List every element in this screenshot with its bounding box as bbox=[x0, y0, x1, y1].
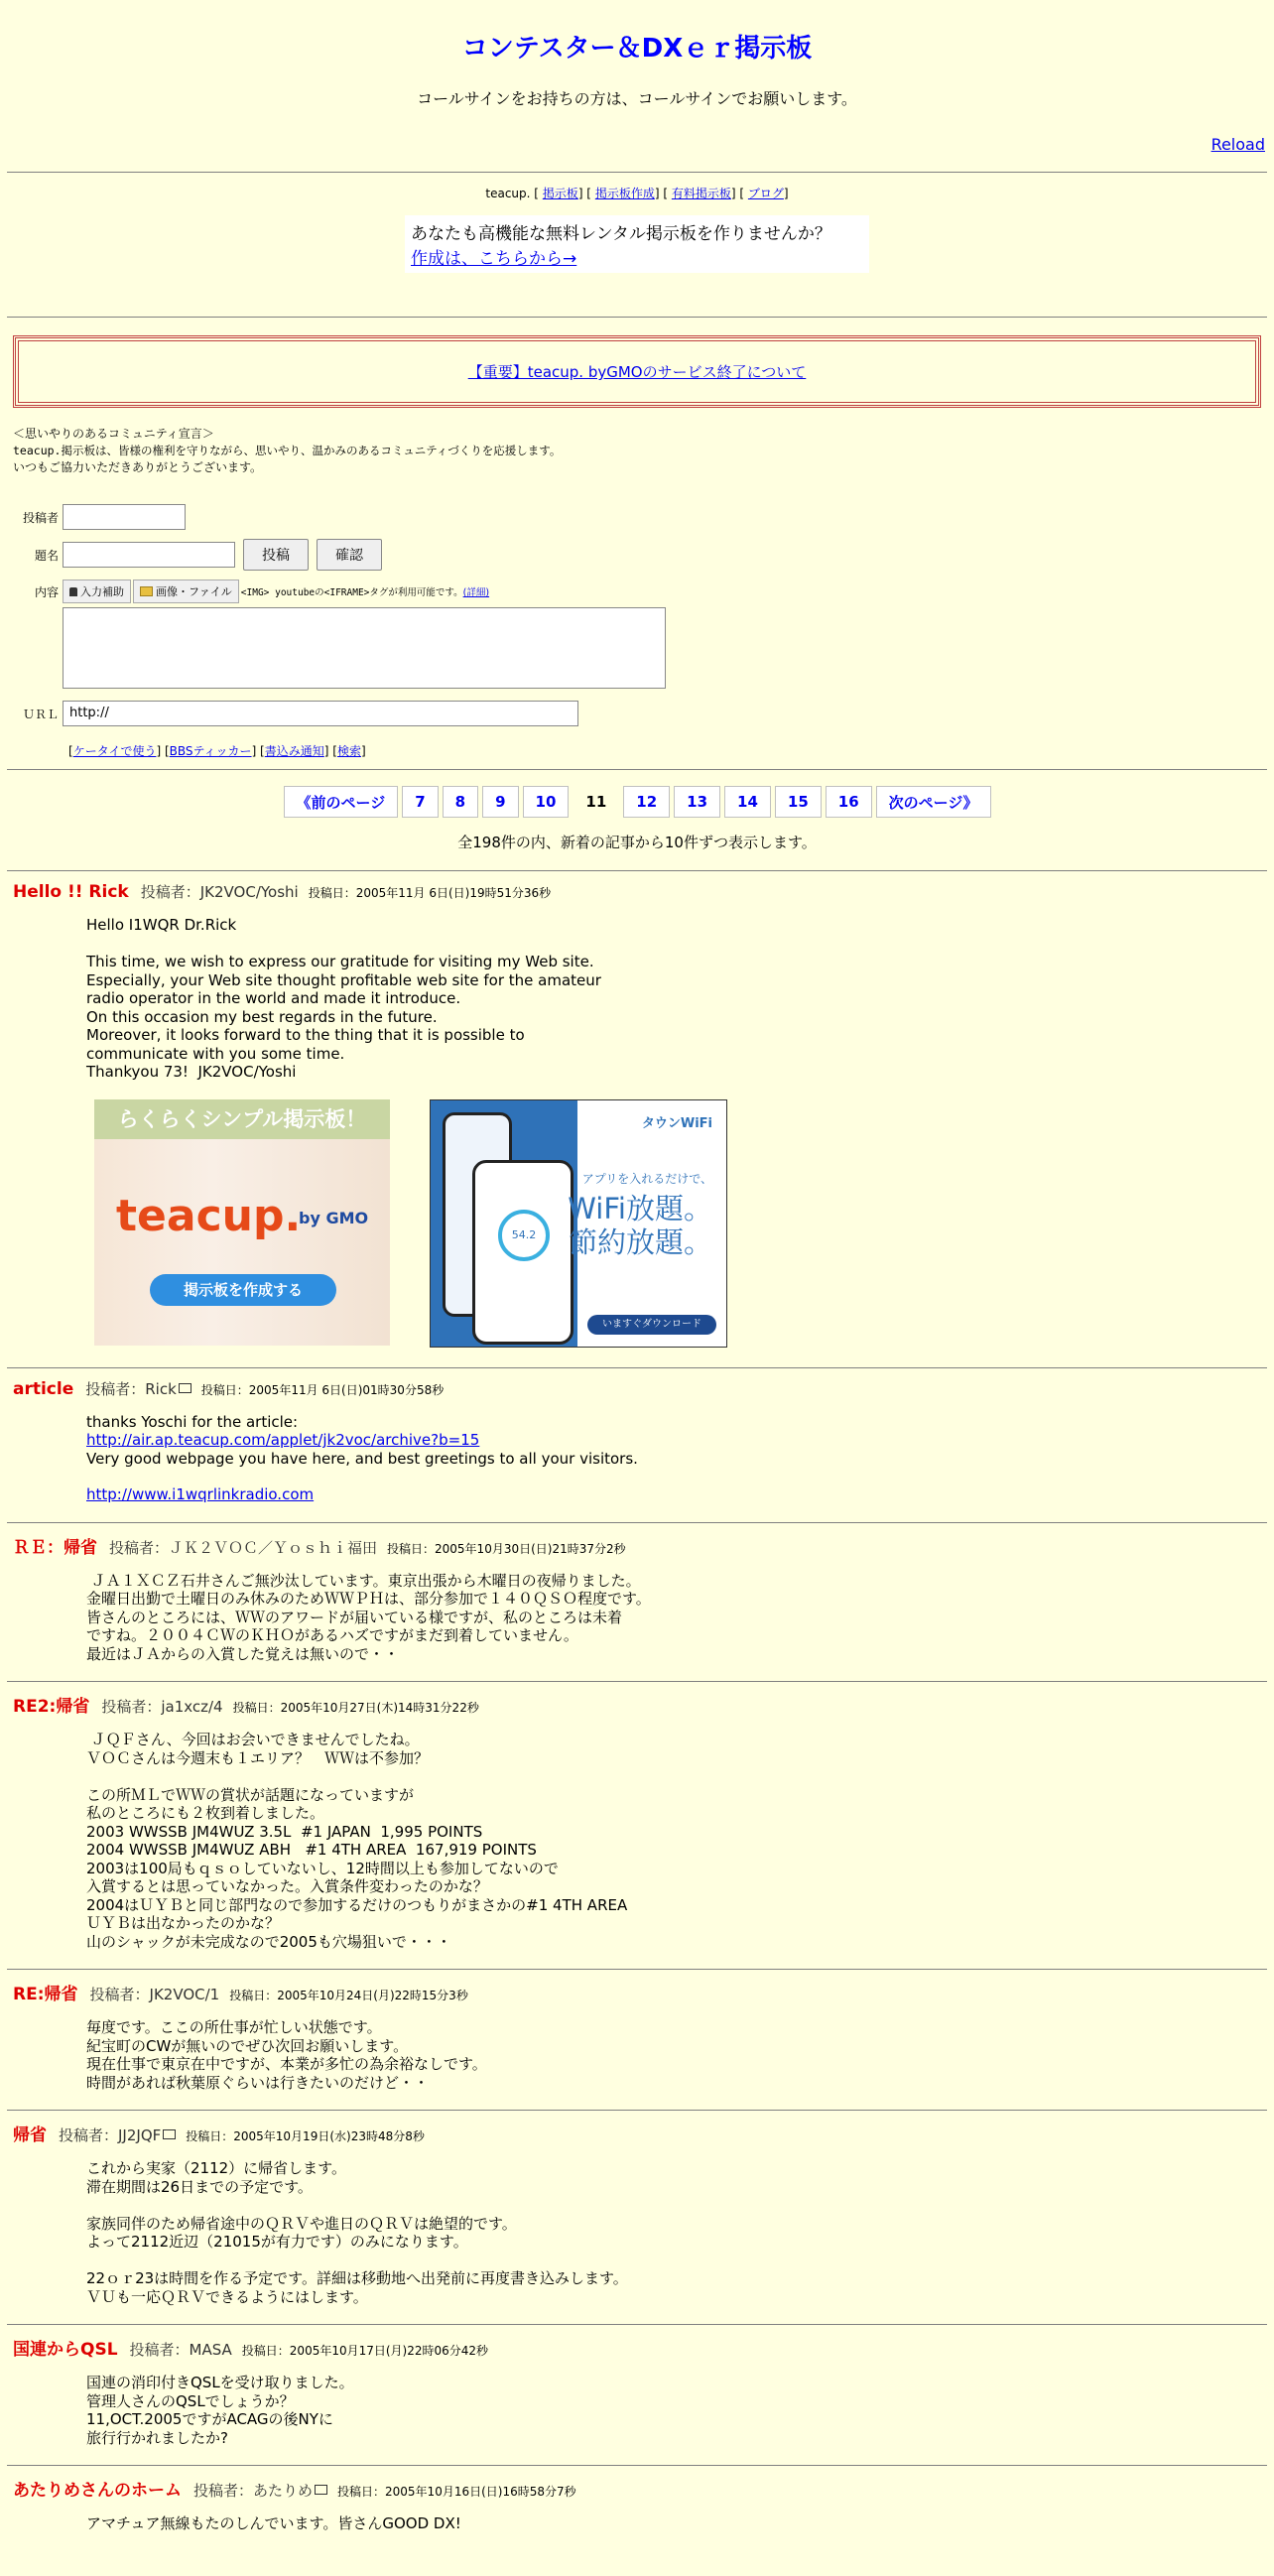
post-author: 投稿者：ＪＫ２ＶＯＣ／Ｙｏｓｈｉ福田 bbox=[109, 1538, 378, 1557]
post-body-text: thanks Yoschi for the article: bbox=[86, 1412, 299, 1431]
promo-box bbox=[405, 215, 869, 273]
ad-headline bbox=[568, 1192, 712, 1259]
divider bbox=[7, 769, 1267, 770]
speed-meter: 54.2 bbox=[498, 1210, 550, 1261]
content-label: 内容 bbox=[34, 585, 59, 599]
post-title: ＲＥ：帰省 bbox=[13, 1537, 97, 1558]
post-author-name: 投稿者：JJ2JQF bbox=[59, 2126, 162, 2144]
author-row bbox=[7, 498, 1267, 536]
service-end-notice-link[interactable]: 【重要】teacup. byGMOのサービス終了について bbox=[467, 363, 807, 381]
townwifi-logo: タウンWiFi bbox=[641, 1115, 712, 1131]
post bbox=[7, 1367, 1267, 1504]
content-area bbox=[63, 580, 666, 689]
editor-toolbar bbox=[63, 580, 666, 603]
nav-link-paid[interactable]: 有料掲示板 bbox=[671, 187, 731, 200]
ad-banners bbox=[94, 1099, 1267, 1348]
post-date: 投稿日：2005年10月27日(木)14時31分22秒 bbox=[232, 1701, 479, 1715]
page-link[interactable]: 14 bbox=[724, 786, 771, 818]
post-body: 国連の消印付きQSLを受け取りました。 管理人さんのQSLでしょうか？ 11,OCT.2005ですがACAGの後NYに 旅行行かれましたか? bbox=[86, 2374, 354, 2447]
page-link[interactable]: 9 bbox=[482, 786, 518, 818]
mail-icon[interactable] bbox=[315, 2485, 327, 2495]
subject-input[interactable] bbox=[63, 542, 235, 568]
post-body: これから実家（2112）に帰省します。 滞在期間は26日までの予定です。 家族同伴のため帰省途中のＱＲＶや進日のＱＲＶは絶望的です。 よって2112近辺（21015が有力です）のみになります。 22ｏｒ23は時間を作る予定です。詳細は移動地へ出発前に再度書き込みします。 ＶＵも一応ＱＲＶできるようにはします。 bbox=[86, 2159, 628, 2306]
prev-page-button[interactable]: 《前のページ bbox=[284, 786, 399, 818]
lock-icon bbox=[69, 587, 77, 596]
subnav-search[interactable]: 検索 bbox=[336, 744, 361, 758]
subnav-notify[interactable]: 書込み通知 bbox=[264, 744, 324, 758]
board-title: コンテスター＆DXｅｒ掲示板 bbox=[461, 34, 813, 64]
submit-button[interactable]: 投稿 bbox=[243, 539, 309, 571]
page-link[interactable]: 7 bbox=[402, 786, 438, 818]
post-date: 投稿日：2005年10月16日(日)16時58分7秒 bbox=[337, 2485, 576, 2499]
post bbox=[7, 2324, 1267, 2447]
post-date: 投稿日：2005年11月 6日(日)19時51分36秒 bbox=[308, 886, 552, 900]
author-input[interactable] bbox=[63, 504, 186, 530]
page bbox=[7, 28, 1267, 2533]
teacup-ad-banner[interactable] bbox=[94, 1099, 390, 1346]
post-link[interactable]: http://www.i1wqrlinkradio.com bbox=[86, 1485, 315, 1503]
post-title: あたりめさんのホーム bbox=[13, 2481, 182, 2501]
post-date: 投稿日：2005年10月19日(水)23時48分8秒 bbox=[186, 2129, 425, 2143]
nav-link-create[interactable]: 掲示板作成 bbox=[594, 187, 655, 200]
author-label: 投稿者 bbox=[22, 510, 59, 525]
divider bbox=[7, 317, 1267, 318]
page-link[interactable]: 13 bbox=[674, 786, 720, 818]
page-link[interactable]: 16 bbox=[826, 786, 872, 818]
post-body: アマチュア無線もたのしんでいます。皆さんGOOD DX! bbox=[86, 2514, 461, 2532]
reload-row bbox=[7, 135, 1267, 154]
page-link[interactable]: 12 bbox=[623, 786, 670, 818]
post-author-name: 投稿者：あたりめ bbox=[193, 2482, 314, 2500]
pager bbox=[7, 786, 1267, 818]
post-body: ＪＡ１ＸＣＺ石井さんご無沙汰しています。東京出張から木曜日の夜帰りました。 金曜日出勤で土曜日のみ休みのためＷＷＰＨは、部分参加で１４０ＱＳＯ程度です。 皆さんのところには、ＷＷのアワードが届いている様ですが、私のところは未着 ですね。２００４ＣＷのＫＨＯがあるハズですがまだ到着していません。 最近はＪＡからの入賞した覚えは無いので・・ bbox=[86, 1571, 651, 1663]
post bbox=[7, 1522, 1267, 1664]
post-header bbox=[7, 2476, 1267, 2501]
post-count-summary: 全198件の内、新着の記事から10件ずつ表示します。 bbox=[457, 834, 817, 851]
content-row bbox=[7, 580, 1267, 689]
post-link[interactable]: http://air.ap.teacup.com/applet/jk2voc/archive?b=15 bbox=[86, 1431, 480, 1449]
nav-sep: ] [ bbox=[654, 187, 669, 200]
page-link[interactable]: 8 bbox=[443, 786, 478, 818]
ad-band-text: らくらくシンプル掲示板！ bbox=[94, 1099, 390, 1139]
subnav-mobile[interactable]: ケータイで使う bbox=[72, 744, 157, 758]
current-page: 11 bbox=[573, 786, 619, 818]
post-title: 帰省 bbox=[13, 2125, 47, 2145]
post bbox=[7, 1969, 1267, 2092]
post bbox=[7, 870, 1267, 1348]
post-author: 投稿者：JK2VOC/1 bbox=[89, 1986, 220, 2003]
mail-icon[interactable] bbox=[163, 2129, 176, 2139]
ad-tagline: アプリを入れるだけで、 bbox=[581, 1171, 712, 1186]
post-header bbox=[7, 1378, 1267, 1399]
post-body: 毎度です。ここの所仕事が忙しい状態です。 紀宝町のCWが無いのでぜひ次回お願いします。 現在仕事で東京在中ですが、本業が多忙の為余裕なしです。 時間があれば秋葉原ぐらいは行きたいのだけど・・ bbox=[86, 2018, 487, 2092]
declaration-thanks: いつもご協力いただきありがとうございます。 bbox=[13, 460, 263, 474]
post bbox=[7, 2110, 1267, 2306]
post-author bbox=[59, 2125, 176, 2145]
nav-link-bbs[interactable]: 掲示板 bbox=[542, 187, 578, 200]
townwifi-ad-banner[interactable] bbox=[430, 1099, 727, 1348]
nav-suffix: ] bbox=[783, 187, 789, 200]
post-date: 投稿日：2005年10月24日(月)22時15分3秒 bbox=[229, 1989, 468, 2002]
post-date: 投稿日：2005年10月17日(月)22時06分42秒 bbox=[241, 2344, 489, 2358]
nav-sep: ] [ bbox=[730, 187, 745, 200]
post-body bbox=[86, 1413, 1267, 1504]
subject-label: 題名 bbox=[34, 548, 59, 563]
reload-link[interactable]: Reload bbox=[1210, 135, 1265, 154]
promo-create-link[interactable]: 作成は、こちらから→ bbox=[411, 249, 577, 269]
url-row bbox=[7, 695, 1267, 732]
ad-headline-line2: 節約放題。 bbox=[568, 1224, 712, 1259]
input-assist-label: 入力補助 bbox=[80, 585, 124, 598]
post-title: 国連からQSL bbox=[13, 2340, 118, 2360]
folder-icon bbox=[140, 586, 153, 596]
post bbox=[7, 1681, 1267, 1951]
tag-note: <IMG> youtubeの<IFRAME>タグが利用可能です。 bbox=[240, 587, 463, 598]
post-body: Hello I1WQR Dr.Rick This time, we wish to express our gratitude for visiting my Web site. Especially, your Web site thought profitable web site for the amateur radio operator in the world and made it introduce. On this occasion my best regards in the future. Moreover, it looks forward to the thing that it is possible to communicate with you some time. Thankyou 73! JK2VOC/Yoshi bbox=[86, 916, 601, 1081]
post-author-name: 投稿者：Rick bbox=[85, 1379, 177, 1398]
post-header bbox=[7, 2121, 1267, 2145]
post-title: Hello !! Rick bbox=[13, 882, 129, 902]
image-file-button[interactable] bbox=[133, 580, 239, 603]
nav-sep: ] [ bbox=[577, 187, 591, 200]
teacup-logo: teacup. bbox=[116, 1190, 302, 1241]
post-author: 投稿者：JK2VOC/Yoshi bbox=[140, 883, 299, 901]
community-declaration bbox=[13, 426, 1261, 476]
page-link[interactable]: 10 bbox=[523, 786, 570, 818]
post-author bbox=[85, 1378, 191, 1399]
post-body-text: Very good webpage you have here, and best greetings to all your visitors. bbox=[86, 1449, 638, 1468]
page-link[interactable]: 15 bbox=[775, 786, 822, 818]
post-date: 投稿日：2005年11月 6日(日)01時30分58秒 bbox=[200, 1382, 445, 1397]
post-title: RE:帰省 bbox=[13, 1985, 78, 2004]
ad-headline-line1: WiFi放題。 bbox=[568, 1191, 712, 1225]
post-header bbox=[7, 1533, 1267, 1558]
declaration-title: ＜思いやりのあるコミュニティ宣言＞ bbox=[13, 427, 214, 441]
post-author bbox=[193, 2480, 327, 2501]
sub-nav: [ケータイで使う] [BBSティッカー] [書込み通知] [検索] bbox=[68, 744, 366, 758]
tag-detail-link[interactable]: (詳細) bbox=[462, 587, 490, 598]
post-header bbox=[7, 2335, 1267, 2360]
post-header bbox=[7, 1692, 1267, 1717]
post-date: 投稿日：2005年10月30日(日)21時37分2秒 bbox=[387, 1541, 626, 1556]
post-author: 投稿者：MASA bbox=[129, 2341, 232, 2359]
post bbox=[7, 2465, 1267, 2533]
post-author: 投稿者：ja1xcz/4 bbox=[101, 1698, 223, 1716]
teacup-nav bbox=[7, 185, 1267, 201]
next-page-button[interactable]: 次のページ》 bbox=[876, 786, 991, 818]
url-label: ＵＲＬ bbox=[22, 707, 59, 721]
gmo-logo: by GMO bbox=[299, 1208, 369, 1227]
post-form bbox=[7, 498, 1267, 732]
subject-row bbox=[7, 536, 1267, 574]
board-subtitle: コールサインをお持ちの方は、コールサインでお願いします。 bbox=[417, 89, 857, 108]
download-ad-button[interactable]: いますぐダウンロード bbox=[587, 1315, 716, 1335]
post-header bbox=[7, 1980, 1267, 2004]
input-assist-button[interactable] bbox=[63, 580, 131, 603]
subnav-ticker[interactable]: BBSティッカー bbox=[169, 744, 252, 758]
promo-text: あなたも高機能な無料レンタル掲示板を作りませんか？ bbox=[411, 224, 831, 244]
post-title: RE2:帰省 bbox=[13, 1697, 90, 1717]
content-textarea[interactable] bbox=[63, 607, 666, 689]
mail-icon[interactable] bbox=[179, 1383, 191, 1393]
image-file-label: 画像・ファイル bbox=[156, 585, 232, 598]
post-header bbox=[7, 881, 1267, 902]
notice-box bbox=[13, 335, 1261, 408]
url-input[interactable]: http:// bbox=[63, 701, 578, 726]
post-body: ＪＱＦさん、今回はお会いできませんでしたね。 ＶＯＣさんは今週末も１エリア？ ＷＷは不参加？ この所ＭＬでＷＷの賞状が話題になっていますが 私のところにも２枚到着しました。 2003 WWSSB JM4WUZ 3.5L #1 JAPAN 1,995 POINTS 2004 WWSSB JM4WUZ ABH #1 4TH AREA 167,919 POINTS 2003は100局もｑｓｏしていないし、12時間以上も参加してないので 入賞するとは思っていなかった。入賞条件変わったのかな？ 2004はＵＹＢと同じ部門なので参加するだけのつもりがまさかの#1 4TH AREA ＵＹＢは出なかったのかな？ 山のシャックが未完成なので2005も穴場狙いで・・・ bbox=[86, 1731, 628, 1951]
divider bbox=[7, 172, 1267, 173]
teacup-nav-prefix: teacup. [ bbox=[485, 187, 539, 200]
notice-inner bbox=[18, 340, 1256, 403]
declaration-text: teacup.掲示板は、皆様の権利を守りながら、思いやり、温かみのあるコミュニティづくりを応援します。 bbox=[13, 444, 562, 457]
confirm-button[interactable]: 確認 bbox=[317, 539, 382, 571]
create-board-ad-button[interactable]: 掲示板を作成する bbox=[150, 1274, 336, 1306]
post-title: article bbox=[13, 1378, 74, 1399]
nav-link-blog[interactable]: ブログ bbox=[747, 187, 784, 200]
